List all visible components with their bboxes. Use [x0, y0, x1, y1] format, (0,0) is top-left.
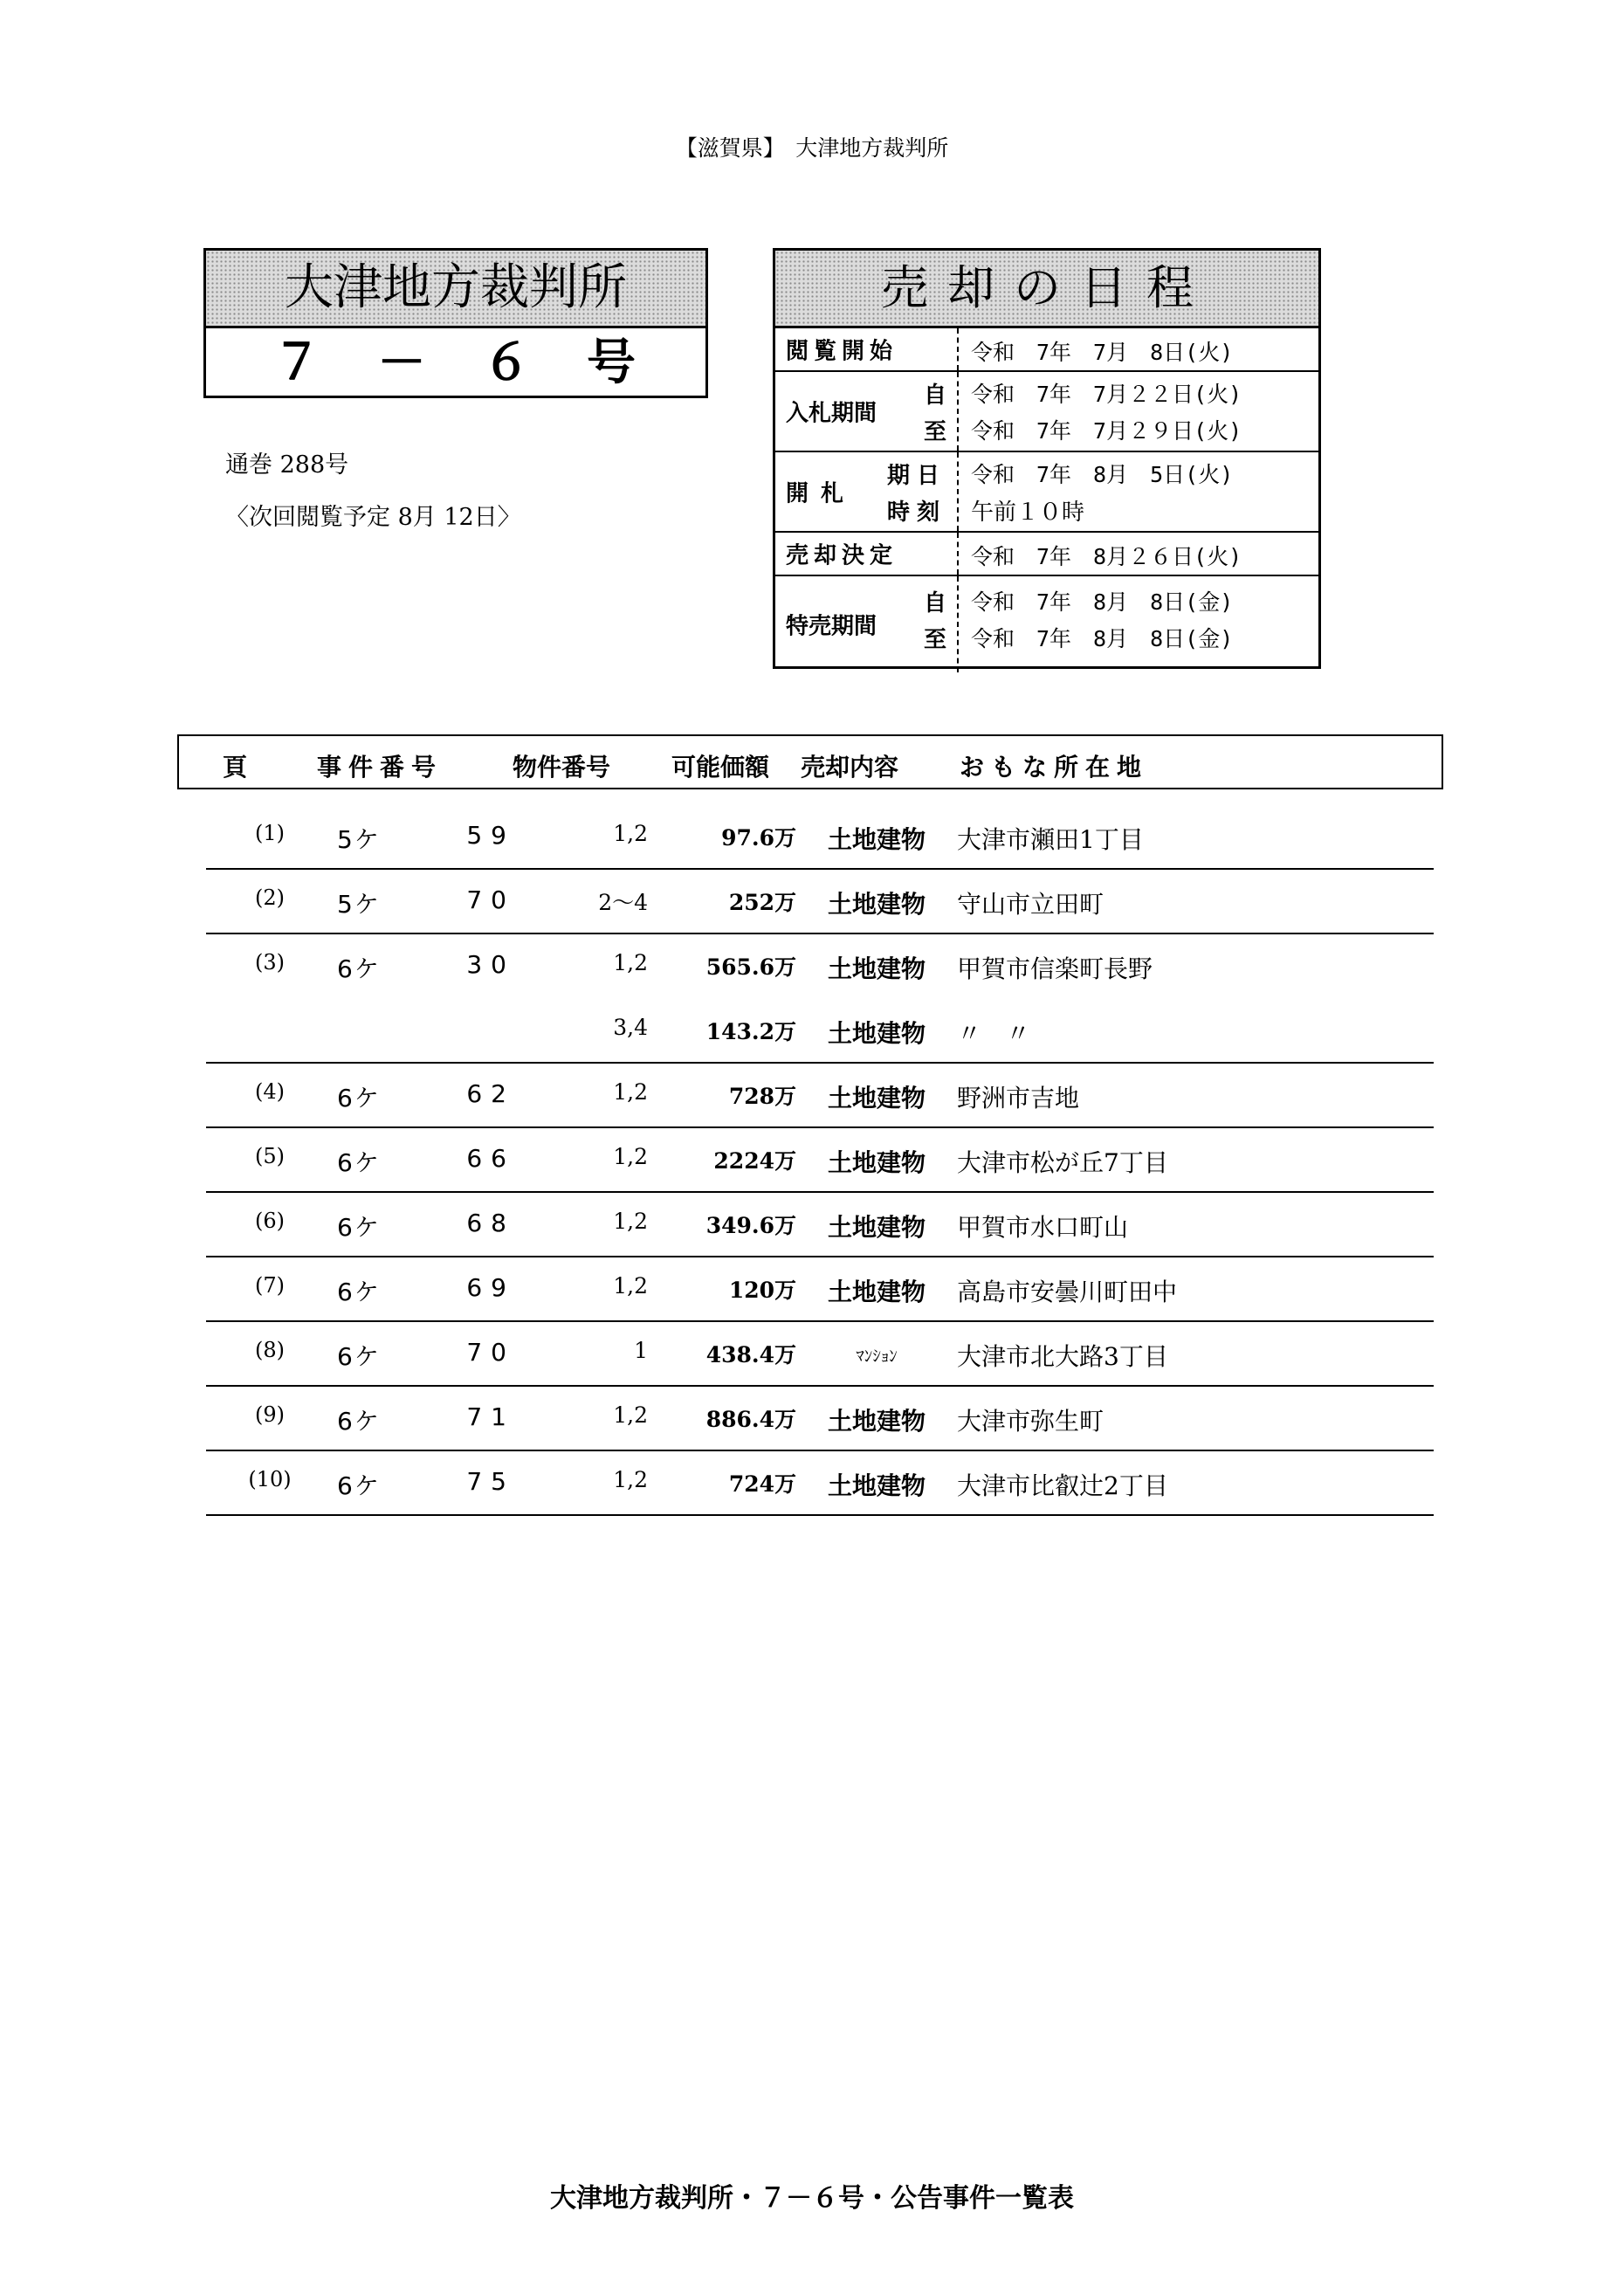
- bid-from-date: 令和 7年 7月２２日(火): [971, 382, 1242, 407]
- row-location: 甲賀市水口町山: [957, 1213, 1129, 1242]
- row-sale-kind: ﾏﾝｼｮﾝ: [856, 1347, 898, 1366]
- special-label: 特売期間: [786, 613, 877, 640]
- schedule-row-opening: [775, 452, 1318, 533]
- table-row: [206, 997, 1434, 1064]
- row-case-number: 71: [466, 1402, 515, 1431]
- bid-label: 入札期間: [786, 400, 877, 427]
- row-price: 724万: [728, 1471, 796, 1497]
- row-case-type: 5ケ: [337, 825, 381, 854]
- row-case-number: 59: [466, 821, 515, 850]
- court-title-box: [203, 248, 708, 398]
- row-case-number: 68: [466, 1209, 515, 1237]
- bid-to-label: 至: [923, 419, 946, 445]
- next-viewing: 〈次回閲覧予定 8月 12日〉: [225, 504, 521, 531]
- court-title: 大津地方裁判所: [206, 251, 705, 328]
- row-case-number: 30: [466, 950, 515, 979]
- row-case-type: 6ケ: [337, 1148, 381, 1177]
- header-case-number: 事件番号: [317, 753, 444, 782]
- schedule-row-bid: [775, 372, 1318, 452]
- row-case-number: 70: [466, 885, 515, 914]
- row-location: 甲賀市信楽町長野: [957, 954, 1153, 983]
- row-page: (8): [255, 1338, 285, 1362]
- special-from-label: 自: [923, 590, 946, 617]
- table-row: [206, 868, 1434, 934]
- row-price: 728万: [728, 1084, 796, 1109]
- row-sale-kind: 土地建物: [827, 890, 926, 919]
- row-price: 2224万: [713, 1148, 796, 1174]
- prefecture-header: 【滋賀県】 大津地方裁判所: [675, 135, 949, 161]
- row-page: (6): [255, 1209, 285, 1233]
- row-case-type: 6ケ: [337, 1471, 381, 1500]
- row-property-number: 1,2: [613, 821, 648, 846]
- row-location: 大津市瀬田1丁目: [957, 825, 1144, 854]
- row-sale-kind: 土地建物: [827, 1407, 926, 1436]
- row-case-type: 6ケ: [337, 1278, 381, 1306]
- row-price: 252万: [728, 890, 796, 915]
- row-location: 大津市比叡辻2丁目: [957, 1471, 1168, 1500]
- page-footer: 大津地方裁判所・７－６号・公告事件一覧表: [550, 2183, 1074, 2214]
- sale-schedule: [773, 248, 1321, 669]
- row-property-number: 3,4: [613, 1015, 648, 1040]
- opening-label: 開札: [786, 480, 857, 507]
- table-row: [206, 1385, 1434, 1451]
- row-page: (2): [255, 885, 285, 910]
- special-to-date: 令和 7年 8月 8日(金): [971, 626, 1234, 651]
- row-case-number: 62: [466, 1079, 515, 1108]
- row-case-type: 6ケ: [337, 954, 381, 983]
- table-row: [206, 1320, 1434, 1387]
- decision-date: 令和 7年 8月２６日(火): [971, 544, 1242, 569]
- schedule-row-special: [775, 576, 1318, 672]
- row-property-number: 1,2: [613, 1209, 648, 1234]
- row-location: 守山市立田町: [957, 890, 1104, 919]
- row-location: 大津市北大路3丁目: [957, 1342, 1168, 1371]
- row-case-number: 66: [466, 1144, 515, 1173]
- header-sale-kind: 売却内容: [801, 753, 899, 782]
- decision-label: 売却決定: [786, 542, 898, 569]
- opening-time-label: 時刻: [886, 499, 946, 526]
- row-case-type: 6ケ: [337, 1407, 381, 1436]
- row-location: 高島市安曇川町田中: [957, 1278, 1178, 1306]
- volume-total: 通巻 288号: [225, 451, 349, 479]
- viewing-label: 閲覧開始: [786, 338, 898, 365]
- row-sale-kind: 土地建物: [827, 1148, 926, 1177]
- row-sale-kind: 土地建物: [827, 1471, 926, 1500]
- row-page: (3): [255, 950, 285, 975]
- row-sale-kind: 土地建物: [827, 825, 926, 854]
- table-header: [177, 734, 1443, 789]
- schedule-row-viewing: [775, 328, 1318, 372]
- schedule-row-decision: [775, 533, 1318, 576]
- row-location: 野洲市吉地: [957, 1084, 1080, 1113]
- row-sale-kind: 土地建物: [827, 1278, 926, 1306]
- row-property-number: 1,2: [613, 1273, 648, 1299]
- table-row: [206, 1062, 1434, 1128]
- opening-date-label: 期日: [886, 463, 946, 489]
- special-from-date: 令和 7年 8月 8日(金): [971, 589, 1234, 615]
- row-page: (10): [248, 1467, 292, 1491]
- row-page: (5): [255, 1144, 285, 1168]
- row-case-number: 75: [466, 1467, 515, 1496]
- row-page: (1): [255, 821, 285, 845]
- row-price: 886.4万: [705, 1407, 796, 1432]
- row-price: 143.2万: [705, 1019, 796, 1044]
- row-price: 438.4万: [705, 1342, 796, 1367]
- row-price: 349.6万: [705, 1213, 796, 1238]
- header-page: 頁: [223, 753, 248, 782]
- row-property-number: 1,2: [613, 1144, 648, 1169]
- row-price: 97.6万: [721, 825, 796, 851]
- row-sale-kind: 土地建物: [827, 1084, 926, 1113]
- row-page: (7): [255, 1273, 285, 1298]
- table-row: [206, 1450, 1434, 1516]
- row-sale-kind: 土地建物: [827, 954, 926, 983]
- table-row: [206, 1191, 1434, 1257]
- row-property-number: 1,2: [613, 1402, 648, 1428]
- row-page: (4): [255, 1079, 285, 1104]
- table-row: [206, 1256, 1434, 1322]
- header-price: 可能価額: [671, 753, 770, 782]
- row-location: 大津市松が丘7丁目: [957, 1148, 1168, 1177]
- opening-date: 令和 7年 8月 5日(火): [971, 462, 1234, 487]
- row-case-number: 69: [466, 1273, 515, 1302]
- row-case-type: 5ケ: [337, 890, 381, 919]
- schedule-title: 売却の日程: [775, 251, 1318, 328]
- bid-from-label: 自: [923, 382, 946, 409]
- header-property-number: 物件番号: [513, 753, 611, 782]
- table-row: [206, 933, 1434, 997]
- row-case-type: 6ケ: [337, 1084, 381, 1113]
- row-price: 120万: [728, 1278, 796, 1303]
- row-property-number: 1,2: [613, 1467, 648, 1492]
- row-case-type: 6ケ: [337, 1342, 381, 1371]
- row-sale-kind: 土地建物: [827, 1019, 926, 1048]
- row-property-number: 2〜4: [598, 890, 648, 915]
- row-case-type: 6ケ: [337, 1213, 381, 1242]
- row-page: (9): [255, 1402, 285, 1427]
- issue-number: ７ － ６ 号: [272, 334, 639, 391]
- table-row: [206, 803, 1434, 870]
- special-to-label: 至: [923, 627, 946, 653]
- row-case-number: 70: [466, 1338, 515, 1367]
- row-location: 大津市弥生町: [957, 1407, 1104, 1436]
- row-price: 565.6万: [705, 954, 796, 980]
- table-row: [206, 1126, 1434, 1193]
- viewing-date: 令和 7年 7月 8日(火): [971, 340, 1234, 365]
- row-sale-kind: 土地建物: [827, 1213, 926, 1242]
- row-property-number: 1,2: [613, 950, 648, 975]
- row-location: 〃 〃: [957, 1019, 1031, 1048]
- row-property-number: 1: [634, 1338, 648, 1363]
- opening-time: 午前１０時: [971, 499, 1085, 526]
- header-location: おもな所在地: [960, 753, 1149, 782]
- bid-to-date: 令和 7年 7月２９日(火): [971, 418, 1242, 444]
- row-property-number: 1,2: [613, 1079, 648, 1105]
